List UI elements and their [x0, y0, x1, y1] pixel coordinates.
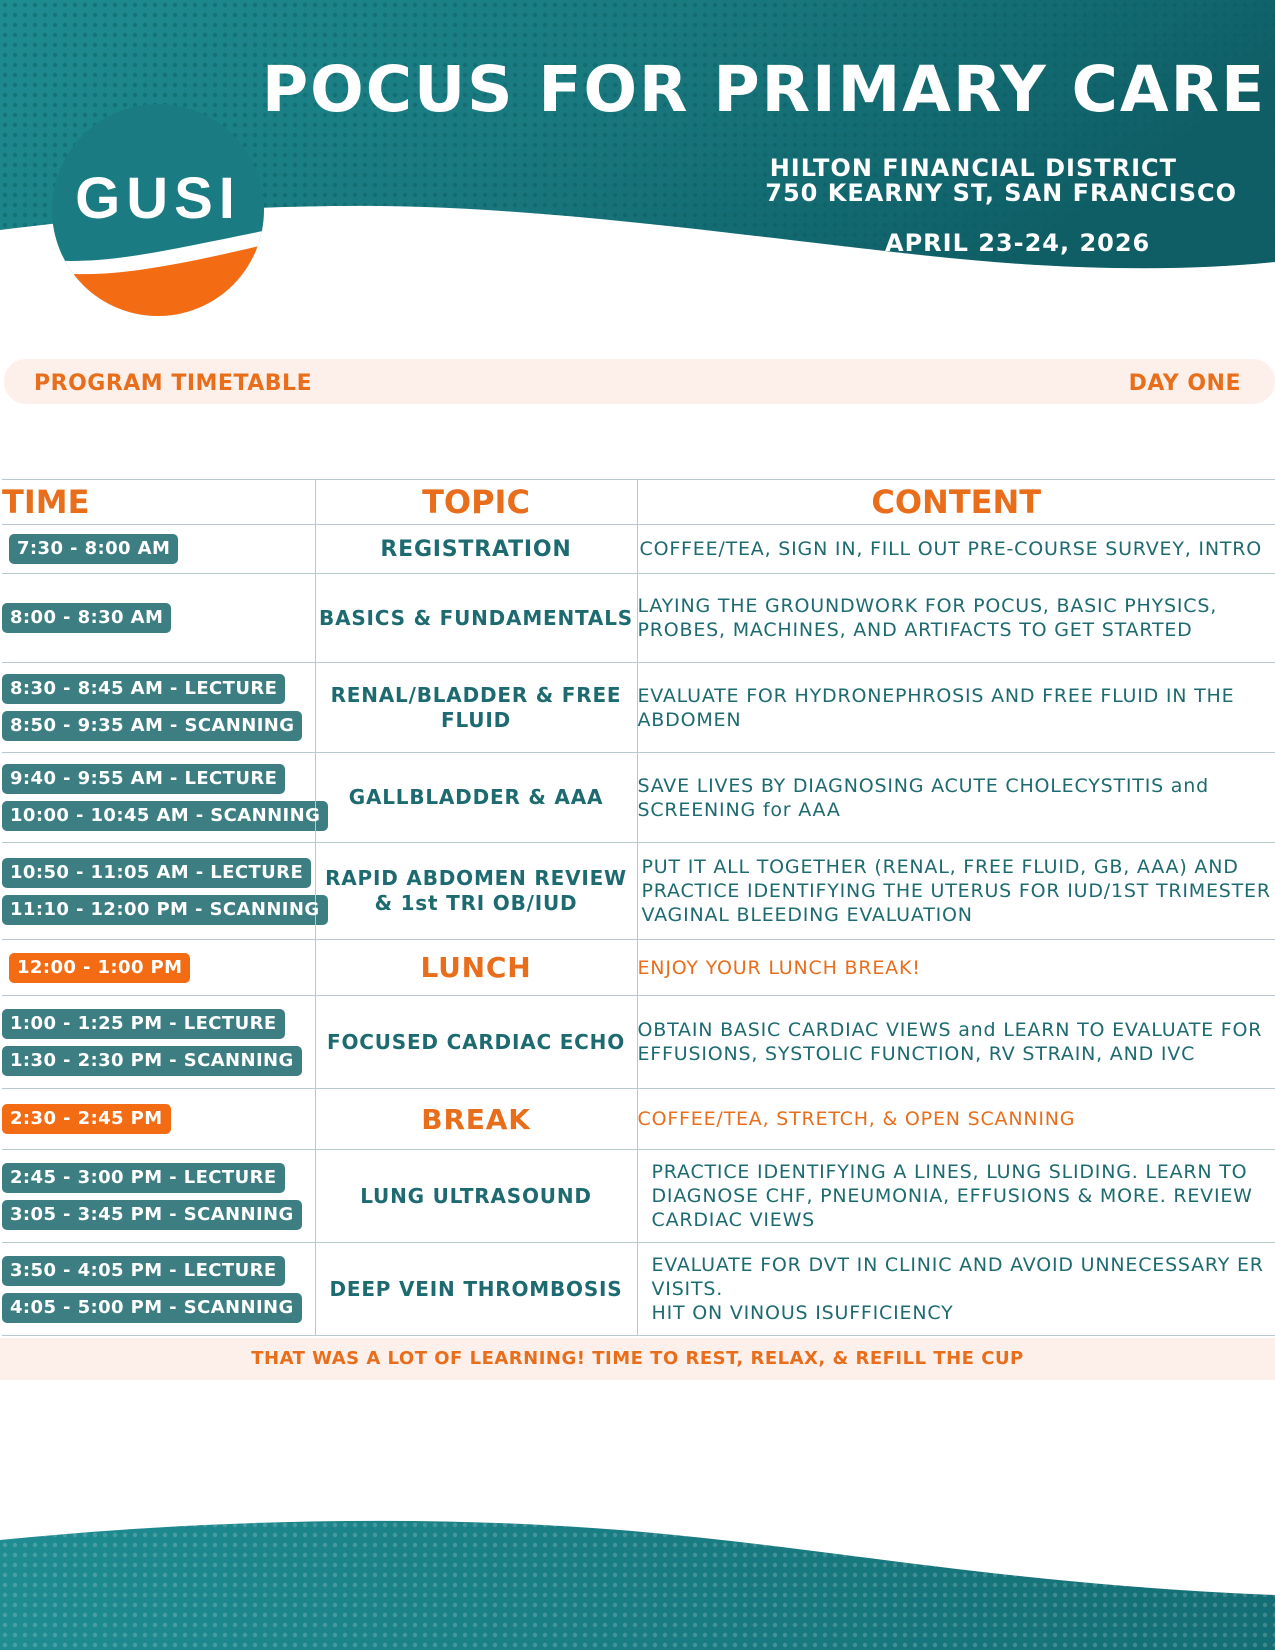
- time-cell: [2, 574, 315, 663]
- closing-message: THAT WAS A LOT OF LEARNING! TIME TO REST, RELAX, & REFILL THE CUP: [0, 1338, 1275, 1380]
- table-row: [2, 843, 1275, 940]
- lecture-time-badge: 1:00 - 1:25 PM - LECTURE: [2, 1009, 285, 1039]
- time-badge: 2:30 - 2:45 PM: [2, 1104, 171, 1134]
- scanning-time-badge: 11:10 - 12:00 PM - SCANNING: [2, 895, 328, 925]
- gusi-logo: [48, 100, 268, 325]
- day-label: DAY ONE: [1128, 371, 1241, 396]
- topic-cell: RAPID ABDOMEN REVIEW & 1st TRI OB/IUD: [315, 843, 637, 940]
- scanning-time-badge: 1:30 - 2:30 PM - SCANNING: [2, 1046, 302, 1076]
- content-cell: PRACTICE IDENTIFYING A LINES, LUNG SLIDING. LEARN TO DIAGNOSE CHF, PNEUMONIA, EFFUSIONS & MORE. REVIEW CARDIAC VIEWS: [637, 1150, 1275, 1243]
- lecture-time-badge: 2:45 - 3:00 PM - LECTURE: [2, 1163, 285, 1193]
- time-cell: [2, 843, 320, 940]
- content-cell: LAYING THE GROUNDWORK FOR POCUS, BASIC PHYSICS, PROBES, MACHINES, AND ARTIFACTS TO GET STARTED: [637, 574, 1275, 663]
- logo-text: GUSI: [75, 166, 241, 231]
- scanning-time-badge: 8:50 - 9:35 AM - SCANNING: [2, 711, 302, 741]
- schedule-table: [2, 479, 1275, 1336]
- table-row: [2, 753, 1275, 843]
- content-header: CONTENT: [637, 480, 1275, 525]
- time-cell: [2, 663, 315, 753]
- time-badge: 12:00 - 1:00 PM: [9, 953, 190, 983]
- topic-cell: REGISTRATION: [315, 525, 637, 574]
- topic-cell: DEEP VEIN THROMBOSIS: [315, 1243, 637, 1336]
- topic-header: TOPIC: [315, 480, 637, 525]
- content-cell: PUT IT ALL TOGETHER (RENAL, FREE FLUID, GB, AAA) AND PRACTICE IDENTIFYING THE UTERUS FOR IUD/1ST TRIMESTER VAGINAL BLEEDING EVALUATION: [637, 843, 1275, 940]
- table-row: [2, 525, 1275, 574]
- venue-address: [765, 156, 1237, 206]
- content-cell: OBTAIN BASIC CARDIAC VIEWS and LEARN TO EVALUATE FOR EFFUSIONS, SYSTOLIC FUNCTION, RV STRAIN, AND IVC: [637, 996, 1275, 1089]
- venue-street: 750 KEARNY ST, SAN FRANCISCO: [765, 179, 1237, 207]
- content-cell: SAVE LIVES BY DIAGNOSING ACUTE CHOLECYSTITIS and SCREENING for AAA: [637, 753, 1275, 843]
- content-cell: [637, 1243, 1275, 1336]
- scanning-time-badge: 10:00 - 10:45 AM - SCANNING: [2, 801, 328, 831]
- topic-cell: GALLBLADDER & AAA: [315, 753, 637, 843]
- topic-cell: LUNG ULTRASOUND: [315, 1150, 637, 1243]
- table-row: [2, 663, 1275, 753]
- time-cell: [2, 940, 315, 996]
- lecture-time-badge: 9:40 - 9:55 AM - LECTURE: [2, 764, 285, 794]
- program-timetable-banner: [4, 359, 1275, 404]
- content-cell: COFFEE/TEA, SIGN IN, FILL OUT PRE-COURSE SURVEY, INTRO: [637, 525, 1275, 574]
- table-row: [2, 996, 1275, 1089]
- content-cell: ENJOY YOUR LUNCH BREAK!: [637, 940, 1275, 996]
- content-text: EVALUATE FOR DVT IN CLINIC AND AVOID UNNECESSARY ER VISITS.: [651, 1254, 1264, 1300]
- content-extra-text: HIT ON VINOUS ISUFFICIENCY: [651, 1302, 954, 1324]
- table-header-row: [2, 480, 1275, 525]
- topic-cell: LUNCH: [315, 940, 637, 996]
- venue-name: HILTON FINANCIAL DISTRICT: [769, 154, 1177, 182]
- table-row: [2, 940, 1275, 996]
- topic-cell: BASICS & FUNDAMENTALS: [315, 574, 637, 663]
- scanning-time-badge: 4:05 - 5:00 PM - SCANNING: [2, 1293, 302, 1323]
- content-cell: COFFEE/TEA, STRETCH, & OPEN SCANNING: [637, 1089, 1275, 1150]
- time-cell: [2, 1150, 315, 1243]
- table-row: [2, 1089, 1275, 1150]
- lecture-time-badge: 8:30 - 8:45 AM - LECTURE: [2, 674, 285, 704]
- time-cell: [2, 1243, 315, 1336]
- time-cell: [2, 1089, 315, 1150]
- table-row: [2, 1150, 1275, 1243]
- lecture-time-badge: 3:50 - 4:05 PM - LECTURE: [2, 1256, 285, 1286]
- time-header: TIME: [2, 480, 315, 525]
- topic-cell: RENAL/BLADDER & FREE FLUID: [315, 663, 637, 753]
- topic-cell: BREAK: [315, 1089, 637, 1150]
- time-cell: [2, 996, 315, 1089]
- time-cell: [2, 753, 321, 843]
- event-date: APRIL 23-24, 2026: [885, 229, 1151, 257]
- table-row: [2, 574, 1275, 663]
- lecture-time-badge: 10:50 - 11:05 AM - LECTURE: [2, 858, 311, 888]
- table-row: [2, 1243, 1275, 1336]
- page-title: POCUS FOR PRIMARY CARE: [262, 53, 1267, 126]
- scanning-time-badge: 3:05 - 3:45 PM - SCANNING: [2, 1200, 302, 1230]
- timetable-label: PROGRAM TIMETABLE: [34, 371, 313, 396]
- footer-background: [0, 1500, 1275, 1650]
- time-badge: 7:30 - 8:00 AM: [9, 534, 178, 564]
- time-badge: 8:00 - 8:30 AM: [2, 603, 171, 633]
- content-cell: EVALUATE FOR HYDRONEPHROSIS AND FREE FLUID IN THE ABDOMEN: [637, 663, 1275, 753]
- topic-cell: FOCUSED CARDIAC ECHO: [315, 996, 637, 1089]
- time-cell: [2, 525, 315, 574]
